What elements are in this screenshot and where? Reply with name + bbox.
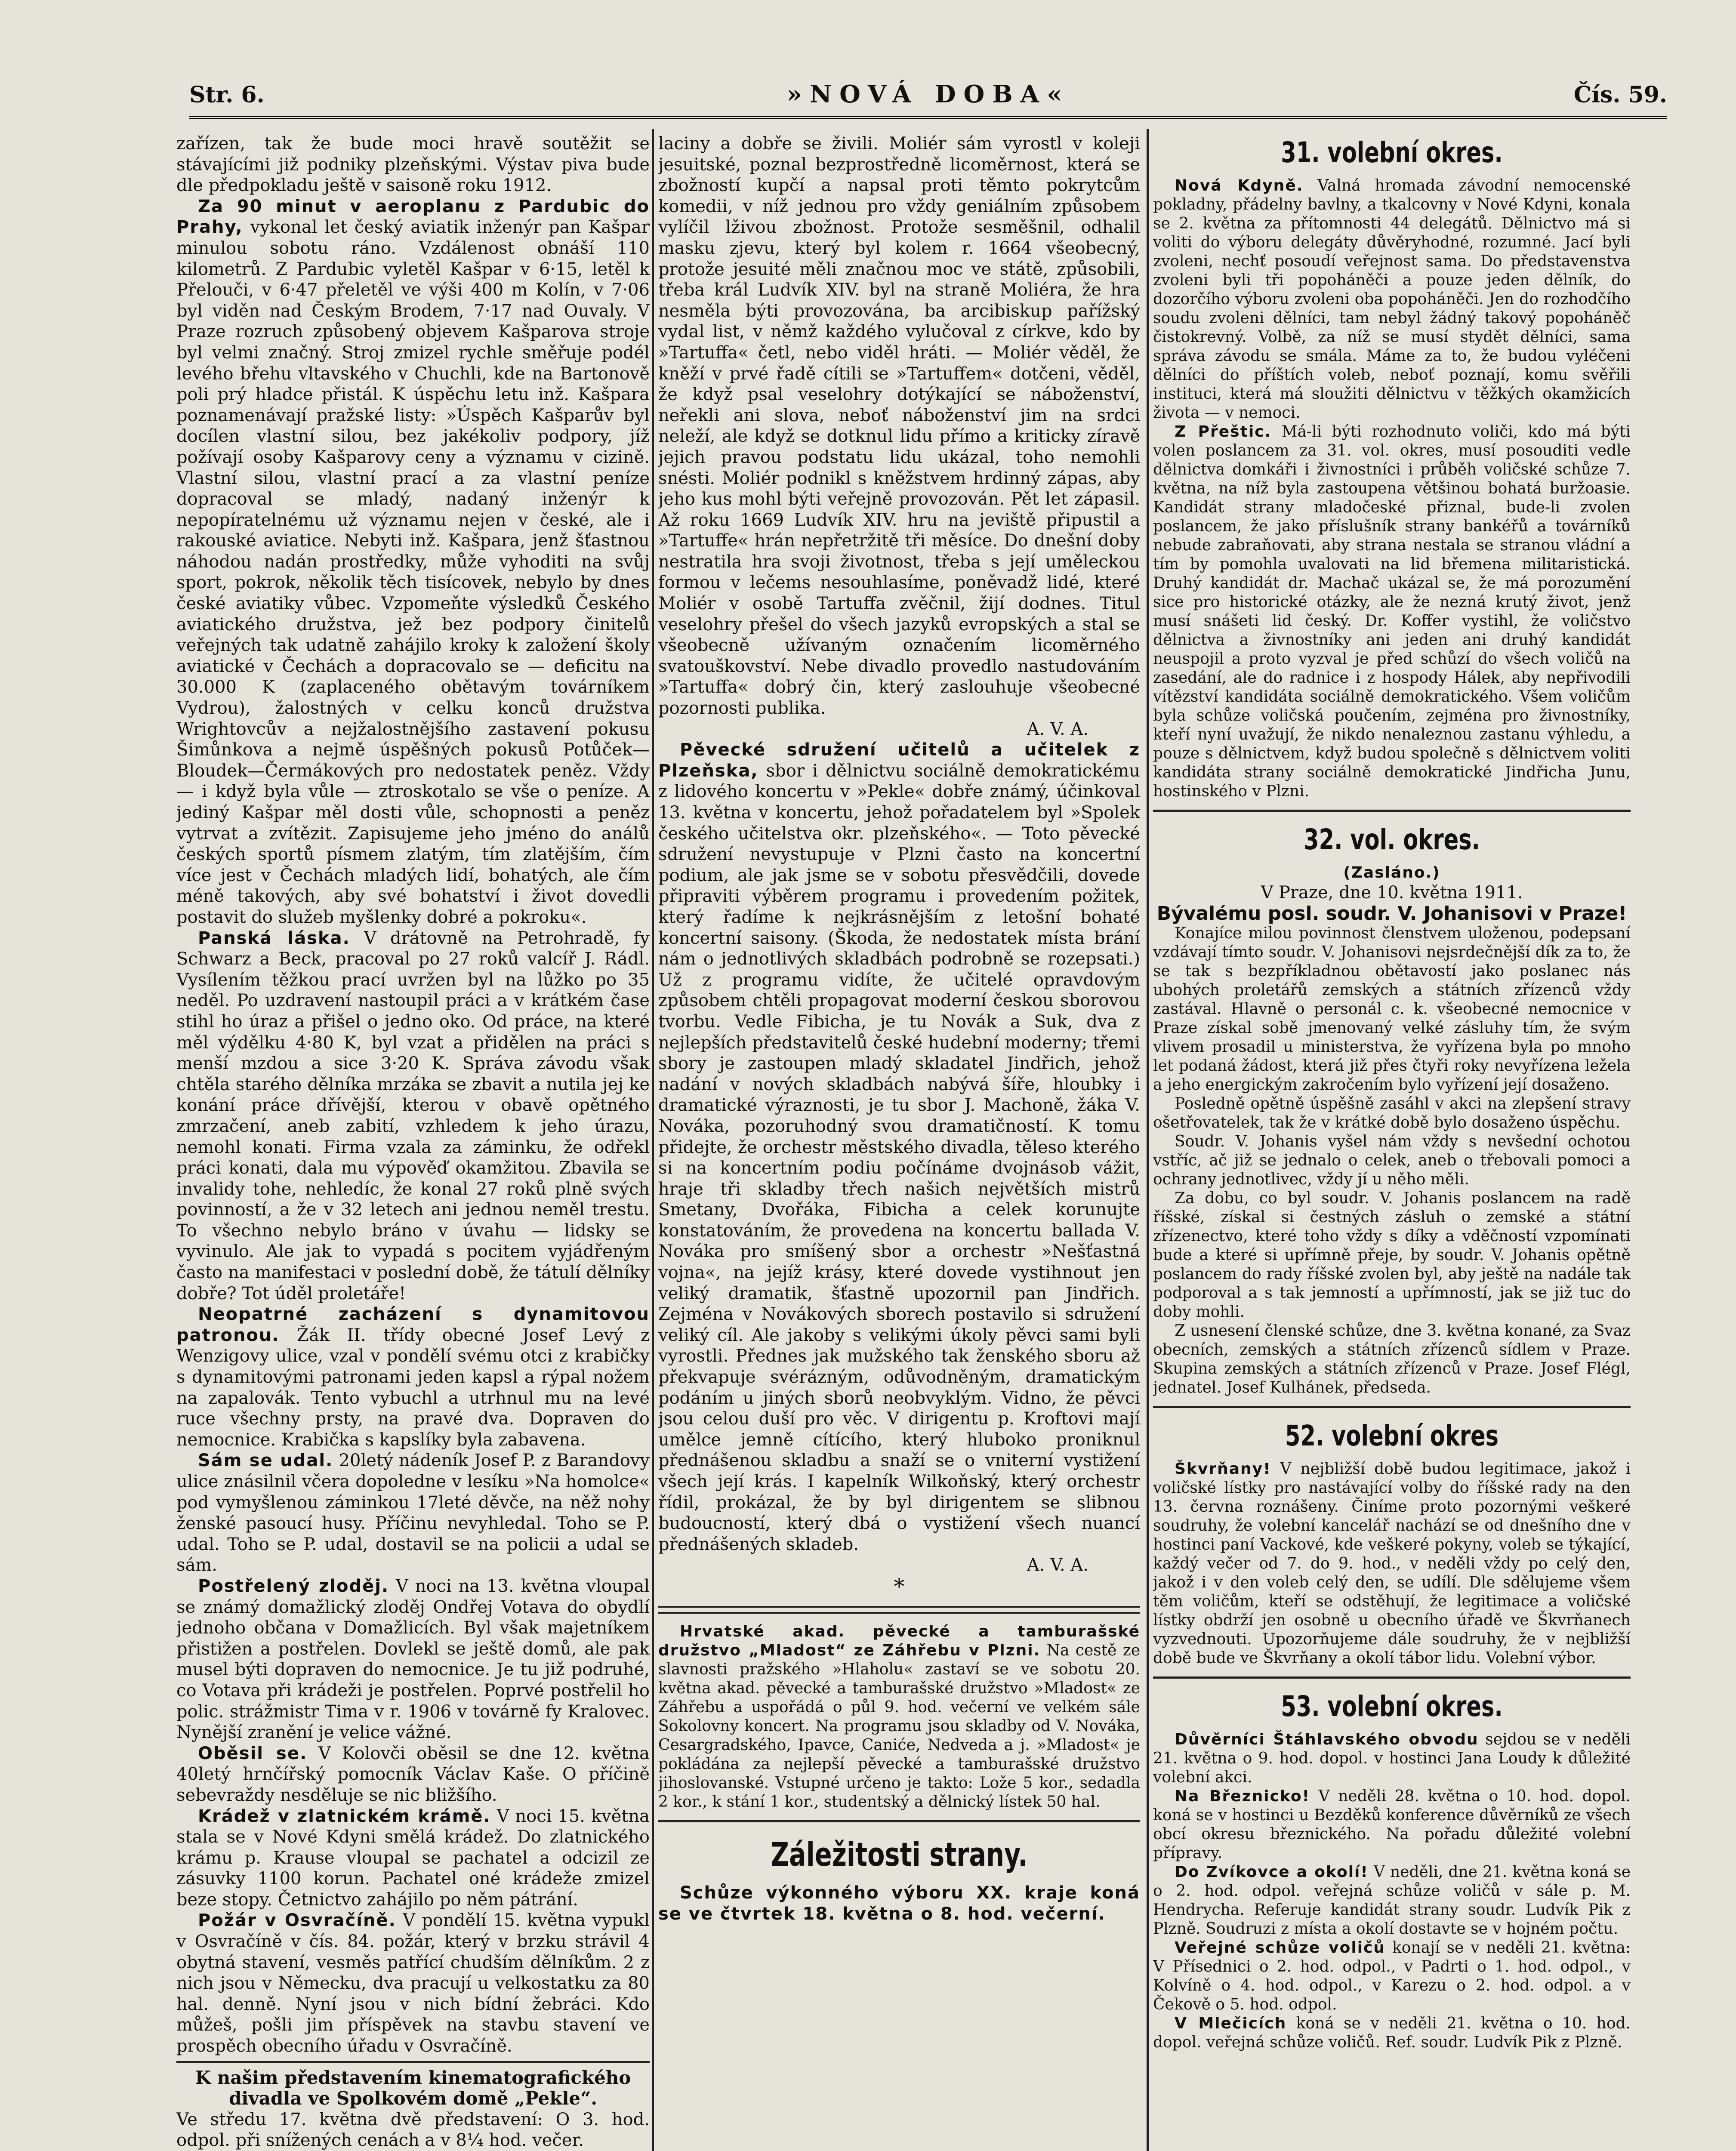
article-heading: Z Přeštic. (1175, 423, 1272, 441)
column-2 (658, 133, 1140, 2151)
article-text: Valná hromada závodní nemocenské pokladny, přádelny bavlny, a tkalcovny v Nové Kdyni, konala se 2. května za přítomnosti 44 delegátů. Dělnictvo má si voliti do výboru delegáty důvěryhodné, rozumné. Jací byli zvoleni, nechť posoudí veřejnost sama. Do představenstva zvoleni byli tři popoháněči a pouze jeden dělník, do dozorčího výboru zvoleni oba popoháněči. Jen do rozhodčího soudu zvoleni dělníci, tam nebyl žádný takový popoháněč čistokrevný. Volbě, za níž se musí stydět dělníci, sama správa závodu se smála. Máme za to, že budou vyléčeni dělníci do příštích voleb, neboť poznají, komu svěřili instituci, která má sloužiti dělnictvu v těžkých okamžicích života — v nemoci. (1153, 177, 1631, 422)
article-pozar (176, 1910, 650, 2056)
article-heading: Do Zvíkovce a okolí! (1175, 1863, 1369, 1881)
column-rule (652, 129, 654, 2151)
column-3 (1153, 133, 1631, 2151)
article-text: Žák II. třídy obecné Josef Levý z Wenzigovy ulice, vzal v pondělí svému otci z krabičky s dynamitovými patronami jeden kapsl a rýpal nožem na zapalovák. Tento vybuchl a utrhnul mu na levé ruce všechny prsty, na pravé dva. Dopraven do nemocnice. Krabička s kapslíky byla zabavena. (176, 1325, 650, 1450)
signature: A. V. A. (1027, 1555, 1088, 1575)
separator-star: * (894, 1574, 905, 1599)
article-text: 20letý nádeník Josef P. z Barandovy ulice znásilnil včera dopoledne v lesíku »Na homolce« pod vymyšlenou záminkou 17leté děvče, na něž nohy ženské pasoucí husy. Příčinu nevyhledal. Toho se P. udal. Toho se P. udal, dostavil se na policii a udal se sám. (176, 1451, 650, 1575)
article-heading: Veřejné schůze voličů (1175, 1939, 1386, 1957)
article-heading: Důvěrníci Štáhlavského obvodu (1175, 1731, 1479, 1749)
page-header (189, 77, 1667, 119)
article-heading: V Mlečicích (1175, 2015, 1287, 2033)
article-prestice (1153, 422, 1631, 801)
article-heading: Nová Kdyně. (1175, 177, 1304, 194)
section-heading-party: Záležitosti strany. (771, 1835, 1028, 1874)
article-text: V pondělí 15. května vypukl v Osvračíně v čís. 84. požár, který v brzku strávil 4 obytná stavení, vesměs patřící chudším dělníkům. 2 z nich jsou v Německu, dva pracují u velkostatku za 80 hal. denně. Nyní jsou v nich bídní žebráci. Kdo můžeš, pošli jim příspěvek na stavbu stavení ve prospěch obecního úřadu v Osvračíně. (176, 1911, 650, 2056)
article-aeroplane (176, 196, 650, 928)
article-heading: Hrvatské akad. pěvecké a tamburašské družstvo „Mladost“ ze Záhřebu v Plzni. (658, 1622, 1140, 1659)
cinema-notice (176, 2061, 650, 2151)
article-heading: Oběsil se. (198, 1743, 308, 1763)
page-number: Str. 6. (189, 82, 265, 108)
letter-text: Z usnesení členské schůze, dne 3. května konané, za Svaz obecních, zemských a státních zřízenců sídlem v Praze. Skupina zemských a státních zřízenců v Praze. Josef Flégl, jednatel. Josef Kulhánek, předseda. (1153, 1322, 1631, 1397)
article-heading: Neopatrné zacházení s dynamitovou patronou. (176, 1304, 650, 1345)
article-text: koná se v neděli 21. května o 10. hod. dopol. veřejná schůze voličů. Ref. soudr. Ludvík Pik z Plzně. (1153, 2015, 1631, 2052)
article-heading: Pěvecké sdružení učitelů a učitelek z Plzeňska, (658, 740, 1140, 781)
article-text: sbor i dělnictvu sociálně demokratickému z lidového koncertu v »Pekle« dobře známý, účinkoval 13. května v koncertu, jehož pořadatelem byl »Spolek českého učitelstva okr. plzeňského«. — Toto pěvecké sdružení nevystupuje v Plzni často na koncertní podium, ale jak jsme se v sobotu přesvědčili, dovede připraviti výběrem programu i provedením požitek, který řadíme k nejkrásnějším z letošní bohaté koncertní saisony. (Škoda, že nedostatek místa brání nám o jednotlivých skladbách podrobně se rozepsati.) Už z programu vidíte, že učitelé opravdovým způsobem chtěli propagovat moderní českou sborovou tvorbu. Vedle Fibicha, je tu Novák a Suk, dva z nejlepších představitelů české hudební moderny; třemi sbory je zastoupen mladý skladatel Jindřich, jehož nadání v nových skladbách nabývá šíře, hloubky i dramatické výraznosti, je tu sbor J. Machoně, žáka V. Nováka, pozoruhodný svou dramatičností. K tomu přidejte, že orchestr městského divadla, těleso kterého si na koncertním podiu počínáme dvojnásob vážit, hraje tři skladby třech našich největších mistrů Smetany, Dvořáka, Fibicha a celek korunujte konstatováním, že provedena na koncertu ballada V. Nováka pro smíšený sbor a orchestr »Nešťastná vojna«, na jejíž krásy, které dovede vystihnout jen veliký dramatik, šťastně upozornil pan Jindřich. Zejména v Novákových sborech postavilo si sdružení veliký cíl. Ale jakoby s velikými úkoly pěvci sami byli vyrostli. Přednes jak mužského tak ženského sboru až překvapuje svérázným, odůvodněným, dramatickým podáním u jiných sborů neobvyklým. Vidno, že pěvci jsou celou duší pro věc. V dirigentu p. Kroftovi mají umělce jemně cítícího, který hluboko proniknul přednášenou skladbu a snaží se o vniterní vystižení všech její krás. I kapelník Wilkoňský, který orchestr řídil, prokázal, že by byl dirigentem se slibnou budoucností, který dbá o vystižení všech nuancí přednášených skladeb. (658, 761, 1140, 1554)
letter-text: Soudr. V. Johanis vyšel nám vždy s nevšední ochotou vstříc, ač již se jednalo o celek, aneb o třebovali pomoci a ochrany jednotlivec, vždy jí u něho měli. (1153, 1133, 1631, 1189)
article-text: laciny a dobře se živili. Moliér sám vyrostl v koleji jesuitské, poznal bezprostředně licoměrnost, která se zbožností kupčí a napsal proti těmto pokrytcům komedii, v níž jednou pro vždy geniálním způsobem vylíčil lživou zbožnost. Protože sesměšnil, odhalil masku zjevu, který byl kolem r. 1664 všeobecný, protože jesuité měli značnou moc ve státě, způsobili, třeba král Ludvík XIV. byl na straně Moliéra, že hra nesměla býti provozována, ba arcibiskup pařížský vydal list, v němž každého vylučoval z církve, kdo by »Tartuffa« četl, nebo viděl hráti. — Moliér věděl, že kněží v prvé řadě cítili se »Tartuffem« dotčeni, věděl, že když psal veselohry dotýkající se náboženství, neřekli ani slova, neboť náboženství jim na srdci neleží, ale když se dotknul lidu přímo a kriticky zíravě jejich pravou podstatu lidu ukázal, toho nemohli snésti. Moliér podnikl s kněžstvem hrdinný zápas, aby jeho kus mohl býti veřejně provozován. Pět let zápasil. Až roku 1669 Ludvík XIV. hru na jeviště připustil a »Tartuffe« hrán nepřetržitě tři měsíce. Do dnešní doby nestratila hra svoji životnost, třeba s její uměleckou formou v lečems nesouhlasíme, poněvadž lidé, které Moliér v osobě Tartuffa zvěčnil, žijí dodnes. Titul veselohry přešel do všech jazyků evropských a stal se všeobecně užívaným označením licoměrného svatouškovství. Nebe divadlo provedlo nastudováním »Tartuffa« dobrý čin, který zaslouhuje všeobecné pozornosti publika. (658, 134, 1140, 718)
article-text: V drátovně na Petrohradě, fy Schwarz a Beck, pracoval po 27 roků valcíř J. Rádl. Vysílením těžkou prací uvržen byl na lůžko po 35 neděl. Po uzdravení nastoupil práci a v krátkém čase stihl ho úraz a přišel o jedno oko. Od práce, na které měl výdělku 4·80 K, byl vzat a přidělen na práci s menší mzdou a sice 3·20 K. Správa závodu však chtěla starého dělníka mrzáka se zbavit a nutila jej ke konání práce dřívější, kterou v obavě opětného zmrzačení, aneb zabití, vzhledem k jeho úrazu, nemohl konati. Firma vzala za záminku, že odřekl práci konati, dala mu výpověď okamžitou. Zbavila se invalidy tohe, nehledíc, že konal 27 roků plně svých povinností, a že v 32 letech ani jednou neměl trestu. To všechno nebylo bráno v úvahu — lidsky se vyvinulo. Ale jak to vypadá s pocitem vyjádřeným často na manifestaci v poslední době, že tátulí dělníky dobře? Tot úděl proletáře! (176, 928, 650, 1304)
section-heading-52: 52. volební okres (1285, 1419, 1499, 1453)
article-heading: Požár v Osvračíně. (198, 1911, 396, 1931)
article-duvernici (1153, 1730, 1631, 1787)
letter-title: Bývalému posl. soudr. V. Johanisovi v Praze! (1156, 902, 1627, 924)
article-heading: Škvrňany! (1175, 1460, 1271, 1478)
section-heading-32: 32. vol. okres. (1304, 823, 1480, 856)
article-mladost (658, 1622, 1140, 1812)
article-panska-laska (176, 928, 650, 1304)
article-obesil (176, 1743, 650, 1806)
article-dynamite (176, 1304, 650, 1450)
article-heading: Panská láska. (198, 928, 350, 948)
article-zlodej (176, 1576, 650, 1743)
letter-text: Za dobu, co byl soudr. V. Johanis poslancem na radě říšské, získal si čestných zásluh o zemské a státní zřízenectvo, které toho vždy s díky a vděčností vzpomínati bude a které si upřímně přeje, by soudr. V. Johanis opětně poslancem do rady říšské zvolen byl, aby ještě na nadále tak podporoval a s tak jemností a upřímností, jak se již tuc do doby mohli. (1153, 1190, 1631, 1321)
notice-title: K našim představením kinematografického divadla ve Spolkovém domě „Pekle“. (195, 2067, 631, 2109)
article-text: V noci na 13. května vloupal se známý domažlický zloděj Ondřej Votava do obydlí jednoho občana v Domažlicích. Byl však majetníkem přistižen a postřelen. Dovlekl se ještě domů, ale pak musel býti dopraven do nemocnice. Je tu již podruhé, co Votava při krádeži je postřelen. Poprvé postřelil ho polic. strážmistr Tima v r. 1906 v továrně fy Kralovec. Nynější zranění je velice vážné. (176, 1576, 650, 1743)
article-text: V noci 15. května stala se v Nové Kdyni smělá krádež. Do zlatnického krámu p. Krause vloupal se pachatel a odcizil ze zásuvky 1100 korun. Pachatel oné krádeže zmizel beze stopy. Četnictvo zahájilo po něm pátrání. (176, 1806, 650, 1910)
article-sam-se-udal (176, 1450, 650, 1576)
article-text: sejdou se v neděli 21. května o 9. hod. dopol. v hostinci Jana Loudy k důležité volební akci. (1153, 1731, 1631, 1787)
section-heading-53: 53. volební okres. (1281, 1690, 1503, 1723)
article-text: vykonal let český aviatik inženýr pan Kašpar minulou sobotu ráno. Vzdálenost obnáší 110 kilometrů. Z Pardubic vyletěl Kašpar v 6·15, letěl k Přelouči, v 6·47 přeletěl ve výši 400 m Kolín, v 7·06 byl viděn nad Českým Brodem, 7·17 nad Ouvaly. V Praze rozruch způsobený objevem Kašparova stroje byl velmi značný. Stroj zmizel rychle směřuje podél levého břehu vltavského v Chuchli, kde na Bartonově poli prý hladce přistál. K úspěchu letu inž. Kašpara poznamenávají pražské listy: »Úspěch Kašparův byl docílen vlastní silou, bez jakékoliv podpory, jíž požívají osoby Kašparovy ceny a významu v cizině. Vlastní silou, vlastní prací a za vlastní peníze dopracoval se mladý, nadaný inženýr k nepopíratelnému už významu nejen v české, ale i rakouské aviatice. Nebyti inž. Kašpara, jenž šťastnou náhodou nadán prostředky, může vyhoditi na svůj sport, pokrok, několik těch tisícovek, nebylo by dnes české aviatiky vůbec. Vzpomeňte výsledků Českého aviatického družstva, jež bez podpory činitelů veřejných tak udatně zahájilo kroky k založení školy aviatické v Čechách a dopracovalo se — deficitu na 30.000 K (zaplaceného obětavým továrníkem Vydrou), žalostných v celku konců družstva Wrightovcův a nejžalostnějšího zastavení pokusu Šimůnkova a nejmě úspěšných pokusů Potůček—Bloudek—Čermákových pro nedostatek peněz. Vždy — i když byla vůle — ztroskotalo se vše o peníze. A jediný Kašpar měl dosti vůle, schopnosti a peněz vytrvat a zvítězit. Zapisujeme jeho jméno do análů českých sportů písmem zlatým, tím zlatějším, čím více jest v Čechách mladých lidí, bohatých, ale čím méně takových, aby své bohatství i život dovedli postavit do služeb myšlenky dobré a pokroku«. (176, 217, 650, 927)
article-choir (658, 740, 1140, 1555)
article-text: V nejbližší době budou legitimace, jakož i voličské lístky pro nastávající volby do říšské rady na den 13. června roznášeny. Činíme proto pozornými veškeré soudruhy, že volební kancelář nachází se od dnešního dne v hostinci paní Vackové, kde veškeré pokyny, voleb se týkající, každý večer od 7. do 9. hod., v neděli vždy po celý den, jakož i v den voleb celý den, se udílí. Dle sdělujeme všem těm voličům, kteří se odstěhují, že legitimace a voličské lístky obdrží jen osobně u obecního úřadě ve Škvrňanech vyzvednouti. Upozorňujeme dále soudruhy, že v nejbližší době bude ve Škvrňany a okolí tábor lidu. Volební výbor. (1153, 1460, 1631, 1667)
section-heading-31: 31. volební okres. (1281, 136, 1503, 169)
article-text: Má-li býti rozhodnuto voliči, kdo má býti volen poslancem za 31. vol. okres, musí posouditi vedle dělnictva domkáři i živnostníci i průběh voličské schůze 7. května, na níž byla zastoupena většinou bohatá buržoasie. Kandidát strany mladočeské přiznal, bude-li zvolen poslancem, že jako příslušník strany bankéřů a továrníků nebude zabraňovati, aby strana nestala se stranou vládní a tím by pomohla uvalovati na lid břemena militaristická. Druhý kandidát dr. Machač ukázal se, že má porozumění sice pro historické otázky, ale že nezná krutý život, jenž musí snášeti lid český. Dr. Koffer vystihl, že voličstvo dělnictva a živnostníky ani jeden ani druhý kandidát neuspojil a proto vyzval je před schůzí do všech voličů na zasedání, ale do radnice i z hospody Hálek, aby nepřivodili vítězství kandidáta sociálně demokratického. Všem voličům byla schůze voličská poučením, zejména pro živnostníky, kteří nyní uvažují, že nikdo nenaleznou zastanu výhledu, a pouze s dělnictvem, když budou společně s dělnictvem voliti kandidáta strany sociálně demokratické Jindřicha Junu, hostinského v Plzni. (1153, 423, 1631, 800)
column-rule (1147, 129, 1149, 2151)
divider (1153, 1676, 1631, 1679)
zaslano-label: (Zasláno.) (1343, 864, 1440, 881)
article-exec-committee: Schůze výkonného výboru XX. kraje koná se ve čtvrtek 18. května o 8. hod. večerní. (658, 1883, 1140, 1924)
article-text: V neděli 28. května o 10. hod. dopol. koná se v hostinci u Bezděků konference důvěrníků ze všech obcí okresu březnického. Na pořadu důležité volební přípravy. (1153, 1787, 1631, 1862)
divider (658, 1606, 1140, 1614)
article-text: V neděli, dne 21. května koná se o 2. hod. odpol. veřejná schůze voličů v sále p. M. Hendrycha. Referuje kandidát strany soudr. Ludvík Pik z Plzně. Soudruzi z místa a okolí dostavte se v hojném počtu. (1153, 1863, 1631, 1938)
divider (1153, 1406, 1631, 1408)
article-schuze (1153, 1938, 1631, 2014)
divider (658, 1820, 1140, 1822)
article-kdyne (1153, 176, 1631, 422)
dateline: V Praze, dne 10. května 1911. (1261, 883, 1523, 903)
article-text: zařízen, tak že bude moci hravě soutěžit se stávajícími již podniky plzeňskými. Výstav piva bude dle předpokladu ještě v saisoně roku 1912. (176, 134, 650, 196)
article-heading: Postřelený zloděj. (198, 1576, 389, 1596)
article-kradez (176, 1806, 650, 1911)
article-skvrnany (1153, 1460, 1631, 1668)
article-heading: Na Březnicko! (1175, 1787, 1310, 1806)
masthead: »NOVÁ DOBA« (786, 80, 1070, 108)
divider (1153, 810, 1631, 812)
notice-body: Ve středu 17. května dvě představení: O 3. hod. odpol. při snížených cenách a v 8¼ hod. večer. (176, 2109, 650, 2151)
article-heading: Sám se udal. (198, 1451, 333, 1471)
article-text: V Kolovči oběsil se dne 12. května 40letý hrnčířský pomocník Václav Kaše. O příčině sebevraždy nesděluje se nic bližšího. (176, 1743, 650, 1805)
signature: A. V. A. (1027, 719, 1088, 739)
article-text: konají se v neděli 21. května: V Přísednici o 2. hod. odpol., v Padrti o 1. hod. odpol., v Kolvíně o 4. hod. odpol., v Karezu o 2. hod. odpol. a v Čekově o 5. hod. odpol. (1153, 1939, 1631, 2014)
article-zvikovec (1153, 1863, 1631, 1938)
letter-text: Posledně opětně úspěšně zasáhl v akci na zlepšení stravy ošetřovatelek, tak že v krátké době bylo dosaženo úspěchu. (1153, 1095, 1631, 1132)
article-breznicko (1153, 1787, 1631, 1863)
issue-number: Čís. 59. (1573, 82, 1667, 108)
article-text: Na cestě ze slavnosti pražského »Hlaholu« zastaví se ve sobotu 20. května akad. pěvecké a tamburašské družstvo »Mladost« ze Záhřebu a uspořádá o půl 9. hod. večerní ve velkém sále Sokolovny koncert. Na programu jsou skladby od V. Nováka, Cesargradského, Ipavce, Caniće, Nedveda a j. »Mladost« je pokládána za nejlepší pěvecké a tamburašské družstvo jihoslovanské. Vstupné určeno je takto: Lože 5 kor., sedadla 2 kor., k stání 1 kor., studentský a dělnický lístek 50 hal. (658, 1641, 1140, 1811)
article-heading: Krádež v zlatnickém krámě. (198, 1806, 491, 1826)
article-heading: Za 90 minut v aeroplanu z Pardubic do Prahy, (176, 196, 650, 237)
article-mlecice (1153, 2014, 1631, 2052)
column-1 (176, 133, 650, 2151)
letter-text: Konajíce milou povinnost členstvem uloženou, podepsaní vzdávají tímto soudr. V. Johanisovi nejsrdečnější dík za to, že se tak s bezpříkladnou obětavostí jako poslanec nás ubohých proletářů zemských a státních zřízenců vždy zastával. Hlavně o personál c. k. všeobecné nemocnice v Praze získal sobě jmenovaný velké zásluhy tím, že svým vlivem prosadil u ministerstva, že vyřízena byla po mnoho let podaná žádost, která již přes čtyři roky nevyřízena ležela a jeho energickým zakročením bylo vyřízení její dosaženo. (1153, 924, 1631, 1094)
